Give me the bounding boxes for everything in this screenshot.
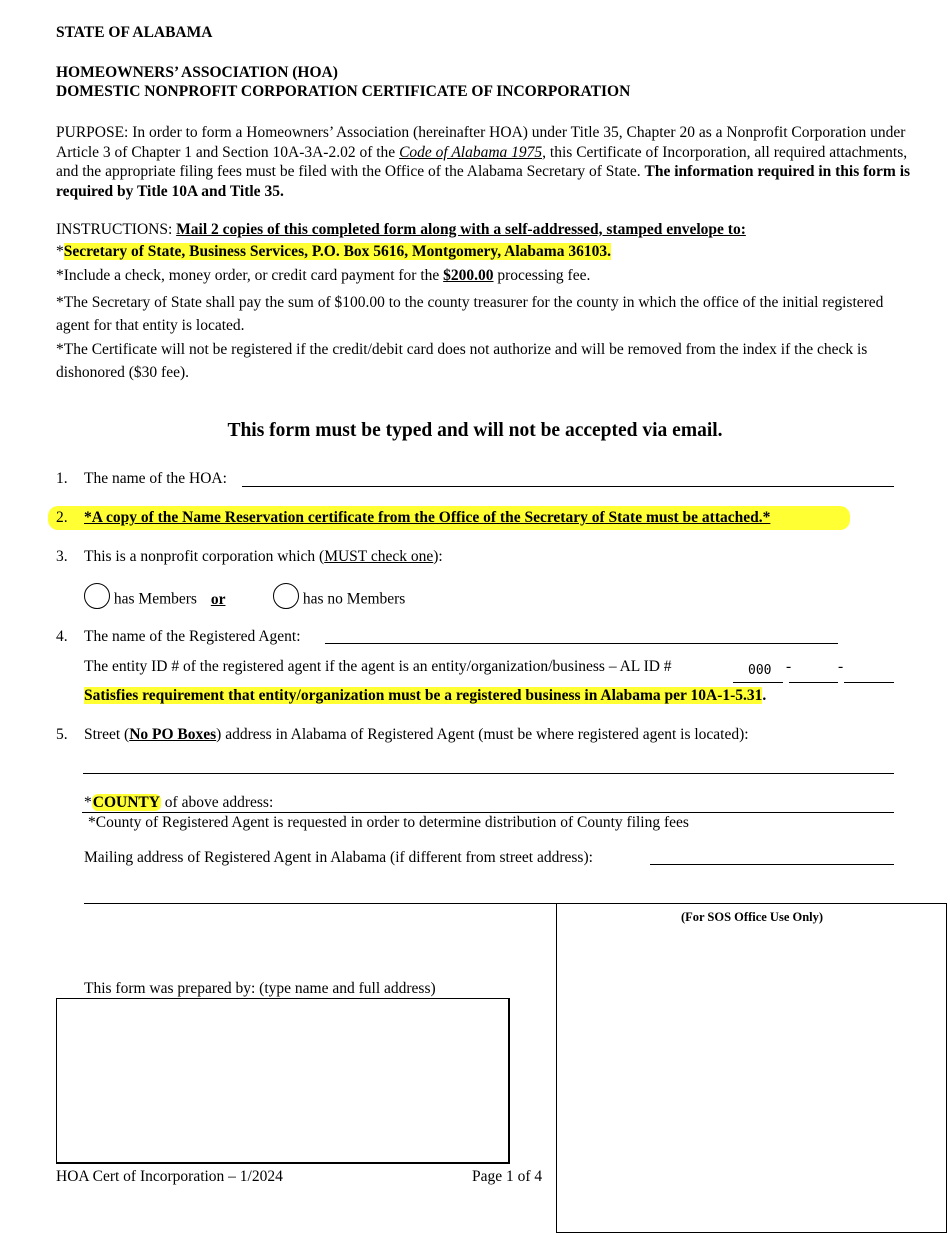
county-highlight: COUNTY (92, 794, 160, 811)
no-po-boxes: No PO Boxes (129, 726, 217, 743)
fee-line (56, 267, 590, 285)
street-label-pre: Street ( (84, 726, 130, 743)
al-id-part2-input[interactable] (790, 664, 836, 682)
instructions-label: INSTRUCTIONS: (56, 221, 177, 238)
mailing-address-underline (650, 864, 894, 865)
name-reservation-notice: *A copy of the Name Reservation certificate from the Office of the Secretary of State must be attached.* (84, 509, 771, 526)
mail-instructions: Mail 2 copies of this completed form along with a self-addressed, stamped envelope to: (176, 221, 746, 238)
no-members-option[interactable] (273, 587, 405, 613)
item-2-number: 2. (56, 509, 68, 526)
purpose-paragraph (56, 123, 916, 201)
fee-text: *Include a check, money order, or credit card payment for the (56, 267, 444, 284)
county-input[interactable] (293, 794, 891, 812)
office-use-label: (For SOS Office Use Only) (680, 910, 824, 924)
form-title-line2: DOMESTIC NONPROFIT CORPORATION CERTIFICATE OF INCORPORATION (56, 83, 631, 100)
al-id-part3-input[interactable] (844, 664, 892, 682)
sos-office-use-box (556, 903, 947, 1233)
county-label-post: of above address: (160, 794, 274, 811)
item-4-number: 4. (56, 628, 68, 645)
requirement-highlight: Satisfies requirement that entity/organization must be a registered business in Alabama per 10A-1-5.31 (84, 687, 763, 704)
entity-id-label: The entity ID # of the registered agent if the agent is an entity/organization/business – AL ID # (84, 658, 672, 675)
al-id-dash-1: - (786, 658, 792, 675)
al-id-part3-underline (844, 682, 894, 683)
item-3-number: 3. (56, 548, 68, 565)
must-check-one: MUST check one (324, 548, 434, 565)
purpose-text-2: this Certificate of Incorporation, all required attachments, and the appropriate filing fees must be filed with the Office of the Alabama Secretary of State. (56, 143, 908, 180)
mailing-address-input[interactable] (651, 847, 892, 865)
hoa-name-label: The name of the HOA: (84, 470, 227, 487)
registered-business-requirement (84, 687, 766, 705)
county-note: *County of Registered Agent is requested in order to determine distribution of County filing fees (88, 814, 689, 831)
page-number: Page 1 of 4 (472, 1168, 543, 1185)
prepared-by-label: This form was prepared by: (type name and full address) (84, 980, 436, 997)
registered-agent-input[interactable] (325, 626, 835, 644)
form-title-line1: HOMEOWNERS’ ASSOCIATION (HOA) (56, 64, 338, 81)
al-id-part2-underline (789, 682, 838, 683)
street-address-underline (83, 773, 894, 774)
sos-mailing-address: Secretary of State, Business Services, P.O. Box 5616, Montgomery, Alabama 36103. (63, 243, 611, 260)
county-payment-note: *The Secretary of State shall pay the sum of $100.00 to the county treasurer for the county in which the office of the initial registered agent for that entity is located. (56, 294, 884, 334)
item-5-number: 5. (56, 726, 68, 743)
purpose-required-note: The information required in this form is required by Title 10A and Title 35. (56, 163, 911, 200)
registered-agent-underline (325, 643, 838, 644)
mailing-address-line (56, 243, 611, 261)
section-divider (84, 903, 557, 904)
county-underline (82, 812, 894, 813)
al-id-prefix: 000 (748, 663, 772, 678)
or-label: or (210, 590, 226, 608)
question-close: ): (433, 548, 443, 565)
al-id-dash-2: - (838, 658, 844, 675)
question-text: This is a nonprofit corporation which ( (84, 548, 325, 565)
card-notice: *The Certificate will not be registered if the credit/debit card does not authorize and will be removed from the index if the check is dishonored ($30 fee). (56, 341, 868, 381)
code-of-alabama: Code of Alabama 1975, (399, 143, 547, 161)
item-1-number: 1. (56, 470, 68, 487)
no-members-radio[interactable] (273, 583, 299, 609)
instructions-line (56, 221, 746, 239)
fee-text-post: processing fee. (493, 267, 591, 284)
typed-form-notice: This form must be typed and will not be accepted via email. (227, 420, 723, 441)
no-members-label: has no Members (302, 590, 406, 608)
form-id-footer: HOA Cert of Incorporation – 1/2024 (56, 1168, 283, 1185)
county-label (84, 794, 273, 812)
street-address-label (84, 726, 749, 744)
prepared-by-textarea[interactable] (56, 998, 510, 1164)
fee-amount: $200.00 (443, 267, 494, 284)
street-label-post: ) address in Alabama of Registered Agent (must be where registered agent is located): (216, 726, 749, 743)
has-members-label: has Members (113, 590, 197, 608)
address-star: * (56, 243, 64, 260)
hoa-name-underline (242, 486, 894, 487)
has-members-radio[interactable] (84, 583, 110, 609)
street-address-input[interactable] (84, 755, 892, 773)
requirement-period: . (762, 687, 767, 704)
registered-agent-label: The name of the Registered Agent: (84, 628, 301, 645)
mailing-address-label: Mailing address of Registered Agent in Alabama (if different from street address): (84, 849, 593, 866)
state-heading: STATE OF ALABAMA (56, 24, 213, 41)
purpose-text-1: PURPOSE: In order to form a Homeowners’ Association (hereinafter HOA) under Title 35, Chapter 20 as a Nonprofit Corporation under Article 3 of Chapter 1 and Section 10A-3A-2.02 of the (56, 124, 906, 161)
hoa-name-input[interactable] (242, 468, 892, 486)
county-star: * (84, 794, 92, 811)
al-id-part1-underline (733, 682, 783, 683)
has-members-option[interactable] (84, 587, 225, 613)
nonprofit-type-question (84, 548, 443, 566)
